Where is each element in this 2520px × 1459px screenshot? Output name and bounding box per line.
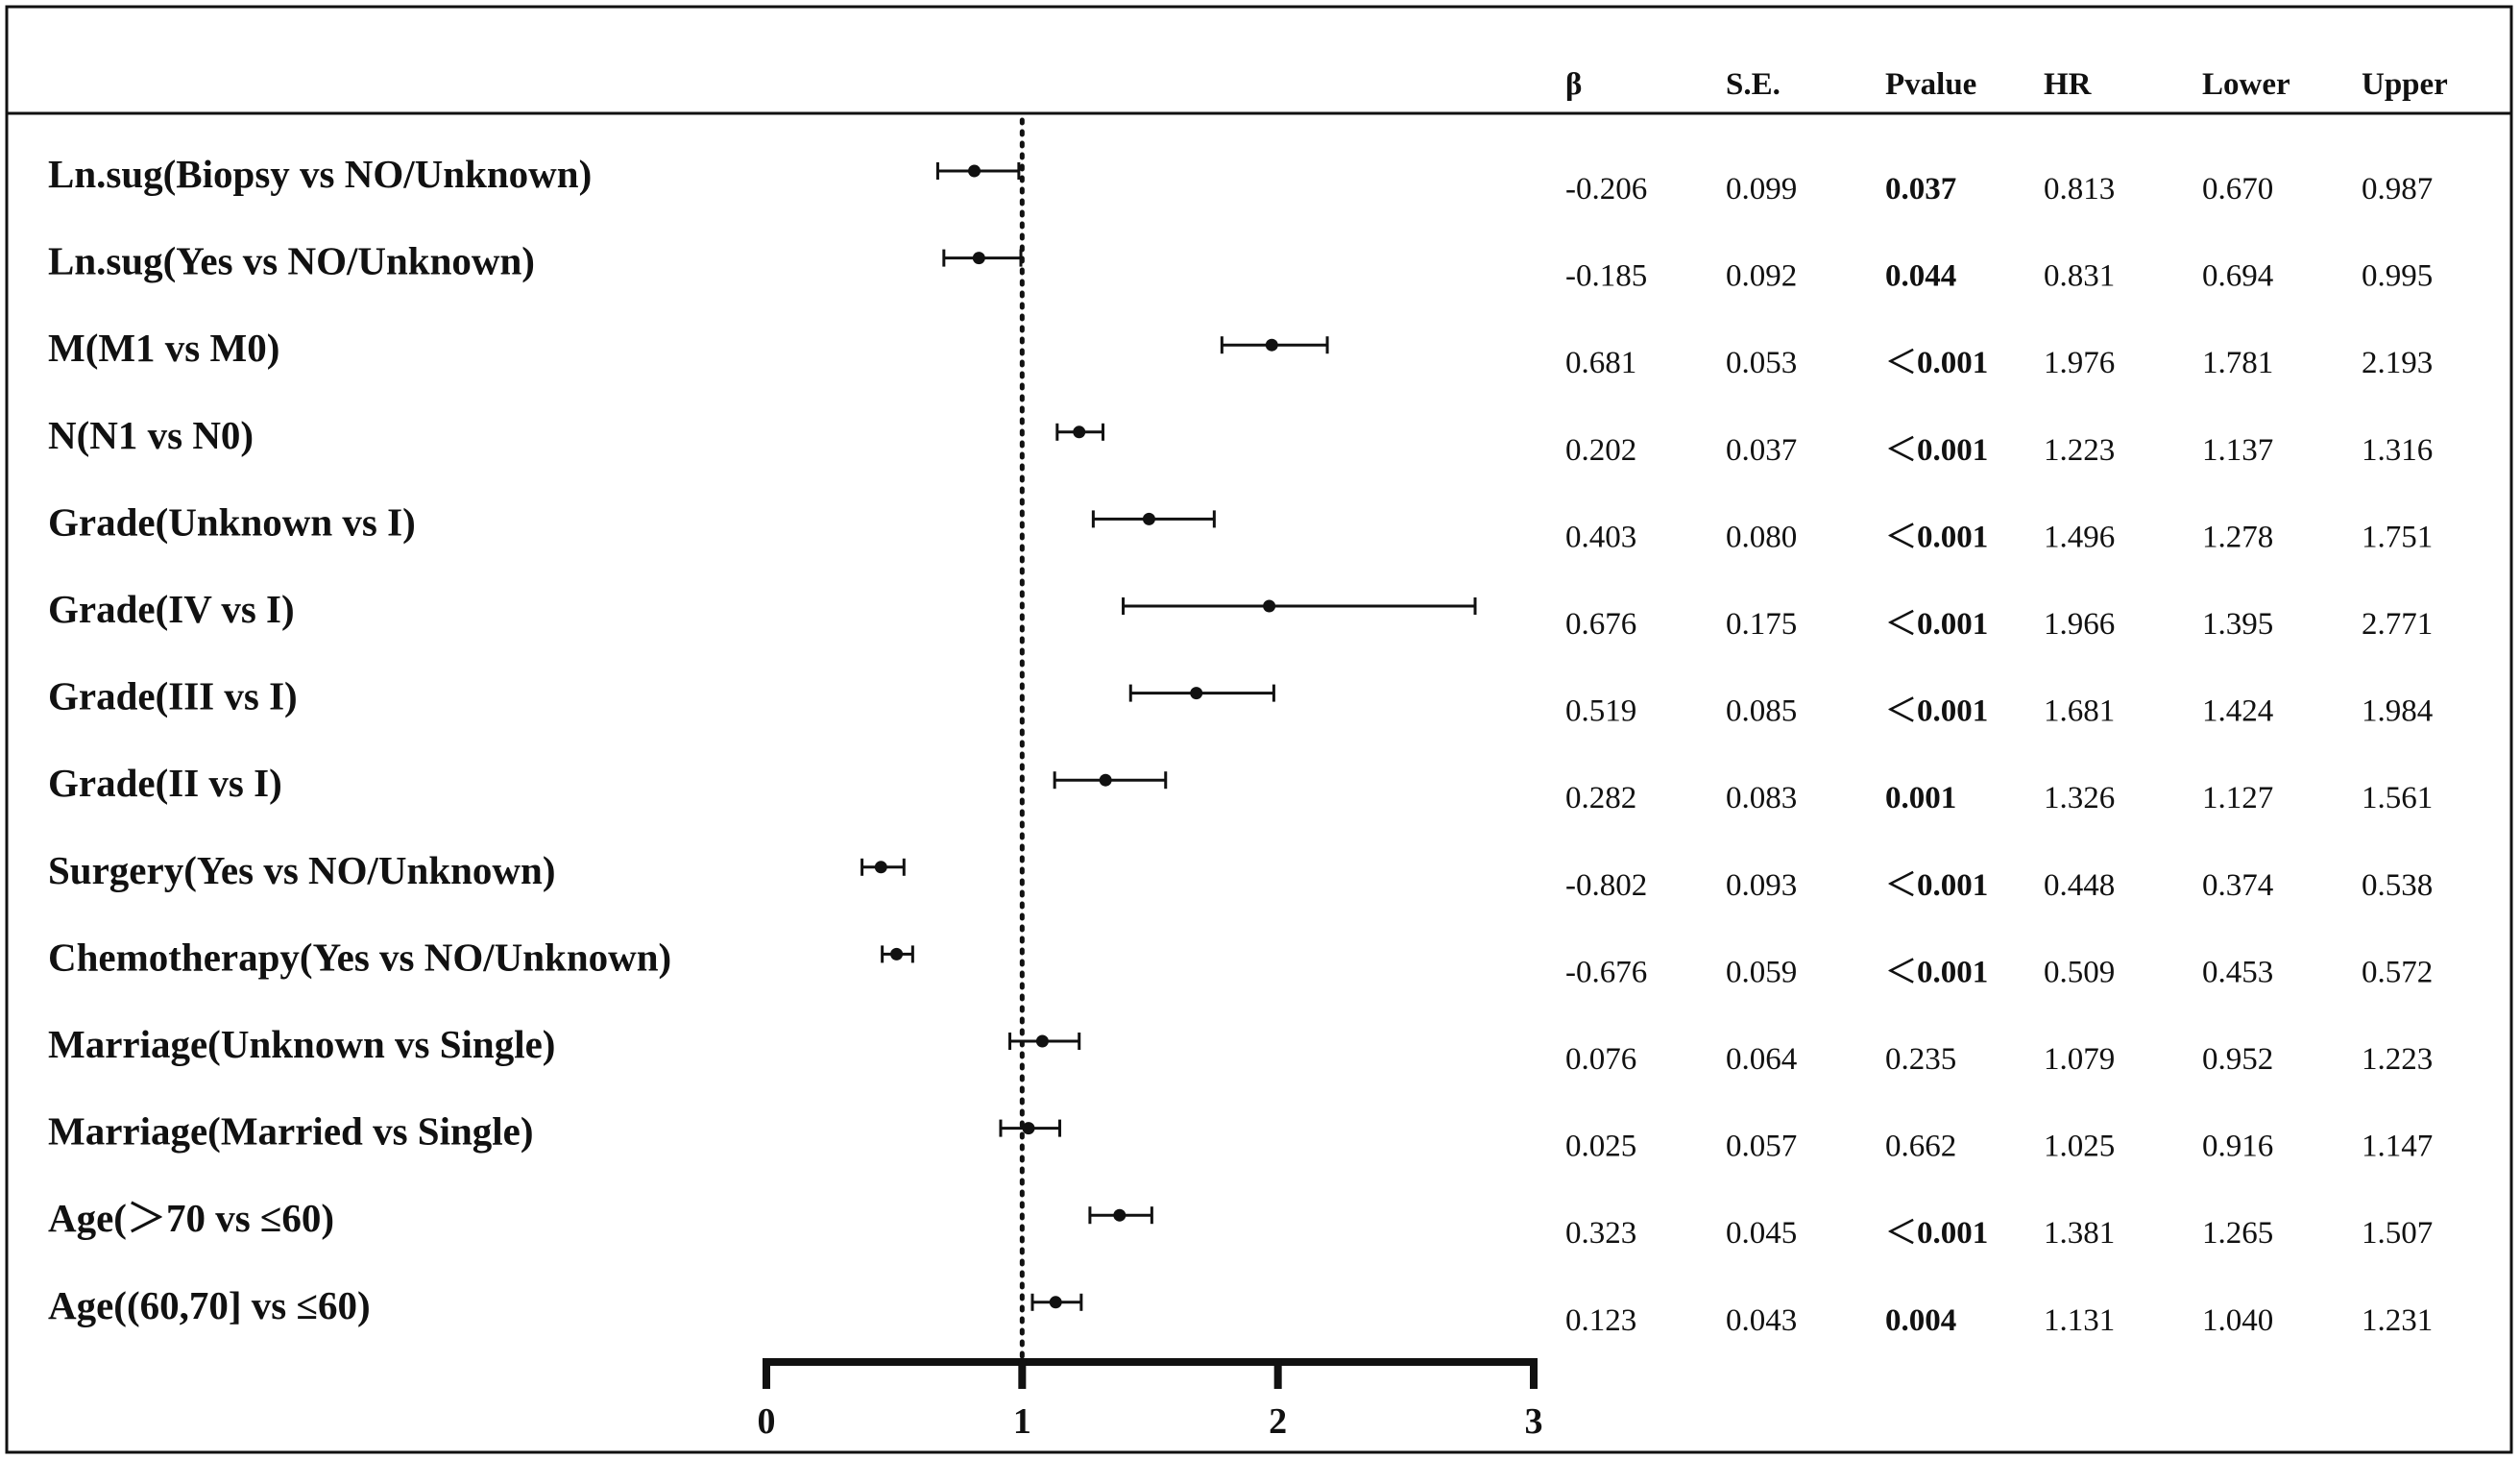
cell-se: 0.093 <box>1726 867 1798 903</box>
cell-hr: 1.496 <box>2044 520 2116 555</box>
cell-hr: 1.681 <box>2044 693 2116 729</box>
cell-se: 0.043 <box>1726 1302 1798 1338</box>
row-label: Chemotherapy(Yes vs NO/Unknown) <box>48 935 672 980</box>
hr-point <box>973 252 985 264</box>
cell-hr: 0.448 <box>2044 867 2116 903</box>
hr-point <box>1100 774 1112 787</box>
cell-beta: 0.323 <box>1565 1216 1637 1252</box>
cell-lower: 1.137 <box>2202 432 2274 468</box>
cell-upper: 1.147 <box>2362 1129 2434 1164</box>
row-label: Marriage(Unknown vs Single) <box>48 1022 556 1066</box>
cell-beta: 0.403 <box>1565 520 1637 555</box>
cell-se: 0.057 <box>1726 1129 1798 1164</box>
cell-upper: 0.987 <box>2362 172 2434 207</box>
cell-lower: 1.127 <box>2202 781 2274 816</box>
cell-hr: 1.381 <box>2044 1216 2116 1252</box>
column-header-beta: β <box>1565 67 1583 102</box>
row-label: Grade(IV vs I) <box>48 587 295 631</box>
cell-beta: 0.025 <box>1565 1129 1637 1164</box>
cell-se: 0.064 <box>1726 1042 1798 1077</box>
row-label: Ln.sug(Yes vs NO/Unknown) <box>48 238 535 283</box>
cell-upper: 1.561 <box>2362 781 2434 816</box>
cell-lower: 0.916 <box>2202 1129 2274 1164</box>
column-header-lower: Lower <box>2202 67 2290 102</box>
column-header-pvalue: Pvalue <box>1885 67 1977 102</box>
cell-beta: 0.681 <box>1565 346 1637 381</box>
row-label: Surgery(Yes vs NO/Unknown) <box>48 847 556 892</box>
cell-se: 0.175 <box>1726 607 1798 642</box>
hr-point <box>1022 1122 1034 1134</box>
cell-pvalue: 0.004 <box>1885 1302 1957 1338</box>
cell-upper: 1.751 <box>2362 520 2434 555</box>
cell-pvalue: 0.235 <box>1885 1042 1957 1077</box>
cell-pvalue: 0.662 <box>1885 1129 1957 1164</box>
cell-beta: 0.123 <box>1565 1302 1637 1338</box>
cell-hr: 1.025 <box>2044 1129 2116 1164</box>
cell-lower: 1.781 <box>2202 346 2274 381</box>
cell-se: 0.099 <box>1726 172 1798 207</box>
cell-lower: 0.952 <box>2202 1042 2274 1077</box>
row-label: Grade(Unknown vs I) <box>48 499 416 545</box>
cell-se: 0.053 <box>1726 346 1798 381</box>
cell-hr: 1.326 <box>2044 781 2116 816</box>
cell-hr: 1.966 <box>2044 607 2116 642</box>
cell-se: 0.045 <box>1726 1216 1798 1252</box>
hr-point <box>1266 339 1278 352</box>
cell-lower: 0.694 <box>2202 258 2274 294</box>
cell-upper: 1.231 <box>2362 1302 2434 1338</box>
cell-pvalue: 0.044 <box>1885 258 1957 294</box>
figure-border <box>7 7 2511 1452</box>
cell-upper: 1.223 <box>2362 1042 2434 1077</box>
cell-hr: 1.223 <box>2044 432 2116 468</box>
column-header-hr: HR <box>2044 67 2092 102</box>
x-tick-label: 3 <box>1524 1401 1543 1442</box>
cell-pvalue: ＜0.001 <box>1885 693 1989 729</box>
row-label: Age(＞70 vs ≤60) <box>48 1196 335 1241</box>
cell-beta: 0.076 <box>1565 1042 1637 1077</box>
cell-lower: 1.278 <box>2202 520 2274 555</box>
row-label: N(N1 vs N0) <box>48 412 254 457</box>
row-label: Age((60,70] vs ≤60) <box>48 1282 371 1327</box>
column-header-upper: Upper <box>2362 67 2448 102</box>
hr-point <box>1073 426 1085 438</box>
cell-lower: 1.040 <box>2202 1302 2274 1338</box>
cell-upper: 2.193 <box>2362 346 2434 381</box>
cell-pvalue: ＜0.001 <box>1885 520 1989 555</box>
cell-lower: 1.395 <box>2202 607 2274 642</box>
hr-point <box>1143 513 1155 525</box>
cell-se: 0.092 <box>1726 258 1798 294</box>
cell-hr: 1.131 <box>2044 1302 2116 1338</box>
hr-point <box>875 861 887 873</box>
cell-upper: 1.984 <box>2362 693 2434 729</box>
cell-se: 0.080 <box>1726 520 1798 555</box>
cell-lower: 0.453 <box>2202 955 2274 990</box>
cell-pvalue: ＜0.001 <box>1885 346 1989 381</box>
cell-hr: 0.509 <box>2044 955 2116 990</box>
cell-hr: 0.831 <box>2044 258 2116 294</box>
cell-pvalue: ＜0.001 <box>1885 867 1989 903</box>
row-label: M(M1 vs M0) <box>48 326 280 371</box>
hr-point <box>968 165 981 178</box>
cell-upper: 0.538 <box>2362 867 2434 903</box>
row-label: Grade(III vs I) <box>48 673 298 718</box>
cell-hr: 1.976 <box>2044 346 2116 381</box>
hr-point <box>890 948 903 961</box>
cell-beta: 0.676 <box>1565 607 1637 642</box>
cell-se: 0.037 <box>1726 432 1798 468</box>
cell-se: 0.083 <box>1726 781 1798 816</box>
x-tick-label: 0 <box>757 1401 776 1442</box>
hr-point <box>1190 687 1202 699</box>
row-label: Marriage(Married vs Single) <box>48 1108 534 1154</box>
x-tick-label: 1 <box>1012 1401 1031 1442</box>
cell-pvalue: ＜0.001 <box>1885 607 1989 642</box>
cell-lower: 1.265 <box>2202 1216 2274 1252</box>
cell-upper: 2.771 <box>2362 607 2434 642</box>
cell-pvalue: ＜0.001 <box>1885 955 1989 990</box>
row-label: Grade(II vs I) <box>48 761 282 806</box>
cell-beta: -0.185 <box>1565 258 1648 294</box>
cell-lower: 1.424 <box>2202 693 2274 729</box>
cell-upper: 1.316 <box>2362 432 2434 468</box>
cell-beta: -0.802 <box>1565 867 1648 903</box>
cell-upper: 1.507 <box>2362 1216 2434 1252</box>
hr-point <box>1036 1035 1049 1048</box>
cell-lower: 0.374 <box>2202 867 2274 903</box>
cell-upper: 0.572 <box>2362 955 2434 990</box>
cell-pvalue: 0.037 <box>1885 172 1957 207</box>
cell-lower: 0.670 <box>2202 172 2274 207</box>
row-label: Ln.sug(Biopsy vs NO/Unknown) <box>48 152 593 196</box>
cell-beta: 0.282 <box>1565 781 1637 816</box>
cell-hr: 0.813 <box>2044 172 2116 207</box>
x-tick-label: 2 <box>1269 1401 1288 1442</box>
cell-beta: 0.202 <box>1565 432 1637 468</box>
hr-point <box>1113 1209 1126 1222</box>
cell-se: 0.059 <box>1726 955 1798 990</box>
column-header-se: S.E. <box>1726 67 1781 102</box>
cell-pvalue: ＜0.001 <box>1885 1216 1989 1252</box>
cell-pvalue: 0.001 <box>1885 781 1957 816</box>
cell-pvalue: ＜0.001 <box>1885 432 1989 468</box>
cell-beta: -0.206 <box>1565 172 1648 207</box>
hr-point <box>1050 1296 1062 1308</box>
cell-beta: 0.519 <box>1565 693 1637 729</box>
hr-point <box>1263 600 1275 613</box>
cell-beta: -0.676 <box>1565 955 1648 990</box>
cell-upper: 0.995 <box>2362 258 2434 294</box>
cell-hr: 1.079 <box>2044 1042 2116 1077</box>
cell-se: 0.085 <box>1726 693 1798 729</box>
